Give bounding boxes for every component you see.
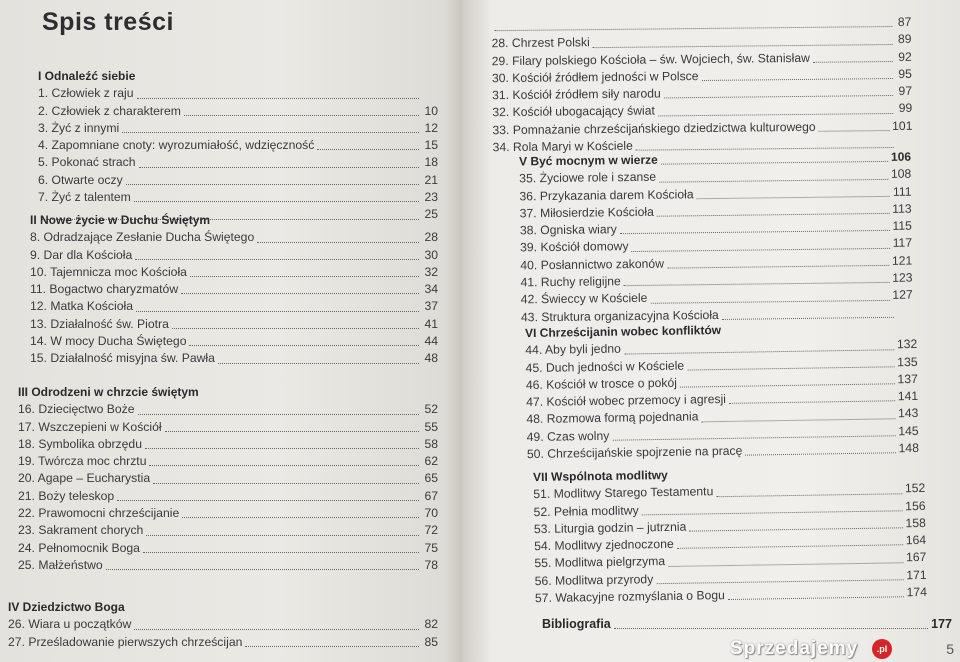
dot-leader [184,115,419,116]
dot-leader [668,562,903,567]
toc-entry-title: 20. Agape – Eucharystia [18,471,151,486]
toc-entry-page: 158 [905,515,926,531]
toc-entry-page: 152 [904,481,926,496]
dot-leader [126,184,419,185]
dot-leader [218,363,419,364]
toc-entry-title: 30. Kościół źródłem jedności w Polsce [491,68,699,86]
dot-leader [137,98,419,99]
toc-entry-page: 87 [897,14,912,29]
toc-entry [38,137,438,154]
section-header [30,212,438,229]
toc-entry-page: 65 [424,471,438,486]
toc-entry-title: 15. Działalność misyjna św. Pawła [30,351,215,366]
toc-entry-page: 30 [424,247,438,262]
dot-leader [702,418,896,422]
dot-leader [729,401,895,405]
dot-leader [620,230,890,234]
toc-entry-page: 108 [890,166,912,182]
toc-entry-page: 132 [896,337,918,352]
bibliography-label: Bibliografia [542,617,611,631]
toc-entry-title: 56. Modlitwa przyrody [534,571,654,588]
dot-leader [181,293,419,294]
toc-entry-title: 16. Dziecięctwo Boże [18,402,135,417]
toc-section [491,14,912,157]
toc-entry-title: 4. Zapomniane cnoty: wyrozumiałość, wdzięczność [38,138,315,153]
dot-leader [189,345,419,346]
page-title: Spis treści [42,8,174,36]
toc-entry-title: 3. Żyć z innymi [38,120,120,135]
toc-entry-page: 52 [424,402,438,417]
dot-leader [614,628,928,629]
watermark-badge: .pl [872,639,892,659]
dot-leader [658,113,893,116]
toc-entry-title: 35. Życiowe role i szanse [519,170,657,186]
dot-leader [728,597,904,601]
toc-entry-page: 174 [906,584,928,600]
toc-entry-page: 55 [424,419,438,434]
toc-entry [30,281,438,298]
dot-leader [632,248,890,252]
dot-leader [657,213,889,217]
toc-entry-page: 137 [897,371,918,387]
toc-entry-page: 111 [892,184,912,199]
dot-leader [702,78,893,81]
toc-entry [18,557,438,574]
toc-entry-page: 115 [892,218,912,234]
toc-entry-title: 47. Kościół wobec przemocy i agresji [526,392,727,410]
toc-entry-page: 121 [891,253,913,268]
toc-entry-page: 37 [424,299,438,314]
toc-entry-page: 167 [905,550,927,565]
dot-leader [697,196,890,199]
toc-entry-page: 95 [898,66,912,81]
dot-leader [813,61,893,63]
toc-entry [38,189,438,206]
section-title: IV Dziedzictwo Boga [8,600,125,614]
section-title: VI Chrześcijanin wobec konfliktów [524,323,722,341]
toc-entry-title: 29. Filary polskiego Kościoła – św. Wojciech, św. Stanisław [491,50,810,68]
toc-entry-page: 78 [424,557,438,572]
toc-entry [18,453,438,470]
watermark: Sprzedajemy [730,638,859,659]
toc-entry-title: 27. Prześladowanie pierwszych chrześcijan [8,634,243,649]
toc-entry-title: 19. Twórcza moc chrztu [18,454,147,469]
toc-entry [18,540,438,557]
toc-entry [18,470,438,487]
toc-entry-title: 34. Rola Maryi w Kościele [492,138,633,155]
dot-leader [122,132,419,133]
dot-leader [257,242,419,243]
toc-entry-title: 54. Modlitwy zjednoczone [534,537,674,554]
toc-entry [38,85,438,102]
dot-leader [664,95,893,98]
toc-entry [30,247,438,264]
dot-leader [624,349,894,354]
toc-entry [30,229,438,246]
toc-entry-page: 127 [892,287,913,303]
dot-leader [136,311,419,312]
toc-entry-title: 41. Ruchy religijne [520,274,621,290]
toc-entry-title: 33. Pomnażanie chrześcijańskiego dziedzictwa kulturowego [492,119,816,137]
toc-entry-title: 7. Żyć z talentem [38,190,131,205]
dot-leader [593,44,893,48]
section-header [8,599,438,616]
toc-entry-title: 13. Działalność św. Piotra [30,316,169,331]
toc-entry-page: 70 [424,506,438,521]
toc-entry-title: 25. Małżeństwo [18,557,103,572]
toc-entry-page: 62 [424,454,438,469]
toc-entry-title: 53. Liturgia godzin – jutrznia [533,519,687,536]
toc-entry-title: 44. Aby byli jedno [525,341,621,358]
dot-leader [149,465,419,466]
dot-leader [145,448,419,449]
toc-entry-title: 1. Człowiek z raju [38,86,134,101]
toc-entry-title: 2. Człowiek z charakterem [38,103,181,118]
toc-entry [38,103,438,120]
toc-section [18,384,438,574]
toc-entry-page: 75 [424,540,438,555]
toc-entry-page: 21 [424,172,438,187]
dot-leader [139,167,419,168]
dot-leader [317,149,419,150]
toc-entry-title: 18. Symbolika obrzędu [18,436,142,451]
toc-entry [18,436,438,453]
toc-entry-page: 113 [892,201,912,216]
dot-leader [172,328,419,329]
toc-entry-page: 48 [424,351,438,366]
dot-leader [659,178,888,182]
section-header [38,68,438,85]
toc-entry-title: 22. Prawomocni chrześcijanie [18,506,180,521]
toc-entry [8,634,438,651]
toc-entry-page: 148 [898,440,920,456]
dot-leader [153,483,419,484]
toc-entry-title: 51. Modlitwy Starego Testamentu [533,484,714,502]
toc-entry-page: 92 [898,49,912,64]
left-page [0,0,462,662]
toc-entry-page: 72 [424,523,438,538]
toc-entry-title: 8. Odradzające Zesłanie Ducha Świętego [30,230,255,245]
toc-entry-title: 40. Posłannictwo zakonów [520,256,665,273]
toc-entry-page: 34 [424,282,438,297]
dot-leader [165,431,419,432]
dot-leader [819,130,890,132]
toc-entry [18,488,438,505]
toc-entry-title: 21. Boży teleskop [18,488,115,503]
toc-entry [18,419,438,436]
dot-leader [134,629,419,630]
dot-leader [245,646,419,647]
toc-entry-page: 82 [424,617,438,632]
toc-entry [18,505,438,522]
toc-section [525,319,919,464]
toc-entry-title: 39. Kościół domowy [520,239,629,255]
toc-entry-title: 23. Sakrament chorych [18,523,144,538]
toc-entry [8,616,438,633]
section-title: VII Wspólnota modlitwy [532,467,668,485]
toc-entry-title: 26. Wiara u początków [8,617,132,632]
toc-entry-page: 156 [905,498,926,513]
dot-leader [624,282,889,286]
toc-entry-title: 38. Ogniska wiary [519,222,617,238]
dot-leader [190,276,419,277]
toc-entry-page: 123 [892,270,913,285]
dot-leader [106,569,419,570]
toc-entry-page: 32 [424,264,438,279]
dot-leader [146,535,419,536]
bibliography-entry [542,616,952,633]
toc-entry-title: 6. Otwarte oczy [38,172,123,187]
toc-entry-title: 11. Bogactwo charyzmatów [30,282,179,297]
toc-entry-title: 48. Rozmowa formą pojednania [526,409,699,427]
toc-entry [38,120,438,137]
section-page: 106 [890,149,912,164]
section-title: V Być mocnym w wierze [518,152,658,169]
toc-entry-page: 44 [424,334,438,349]
dot-leader [135,259,419,260]
page-number: 5 [946,641,954,657]
toc-entry-title: 37. Miłosierdzie Kościoła [519,204,654,221]
toc-section [38,68,438,224]
section-header [18,384,438,401]
toc-entry-title: 17. Wszczepieni w Kościół [18,419,162,434]
toc-entry [30,298,438,315]
dot-leader [667,265,889,269]
toc-entry-page: 135 [897,354,918,369]
toc-entry-title: 28. Chrzest Polski [491,35,590,51]
toc-entry-page: 117 [892,236,913,251]
toc-entry-title: 10. Tajemnicza moc Kościoła [30,264,187,279]
dot-leader [642,510,903,515]
toc-entry [38,154,438,171]
toc-entry-title: 52. Pełnia modlitwy [533,503,639,519]
dot-leader [716,493,902,497]
section-title: I Odnaleźć siebie [38,69,136,83]
dot-leader [661,161,888,165]
dot-leader [656,579,903,584]
toc-entry-page: 41 [424,316,438,331]
toc-section [533,463,927,608]
bibliography-page: 177 [931,617,952,631]
toc-section [8,599,438,651]
toc-entry [18,401,438,418]
toc-entry-title: 31. Kościół źródłem siły narodu [492,86,661,103]
toc-entry-page: 67 [424,488,438,503]
section-title: II Nowe życie w Duchu Świętym [30,213,211,227]
toc-entry-page: 85 [424,634,438,649]
toc-entry-page: 10 [424,103,438,118]
toc-entry-title: 46. Kościół w trosce o pokój [525,375,678,392]
dot-leader [745,453,895,456]
dot-leader [650,300,889,304]
toc-entry-page: 89 [897,32,912,47]
toc-section [30,212,438,368]
toc-entry [30,264,438,281]
toc-entry-title: 45. Duch jedności w Kościele [525,358,685,375]
dot-leader [134,201,419,202]
toc-entry-page: 141 [897,389,919,404]
toc-entry-page: 101 [892,118,913,133]
toc-entry-title: 50. Chrześcijańskie spojrzenie na pracę [526,443,743,462]
toc-entry-page: 145 [898,423,919,439]
toc-entry-page: 143 [897,406,919,421]
toc-entry [30,333,438,350]
toc-entry-page: 15 [424,138,438,153]
toc-entry-title: 32. Kościół ubogacający świat [492,103,655,120]
toc-entry-page: 18 [424,155,438,170]
toc-entry-page: 99 [898,101,913,116]
toc-entry-title: 9. Dar dla Kościoła [30,247,133,262]
toc-entry-title: 49. Czas wolny [526,428,610,444]
toc-entry-title: 42. Świeccy w Kościele [520,291,648,307]
toc-entry-page: 12 [424,120,438,135]
dot-leader [143,552,419,553]
toc-entry-title: 43. Struktura organizacyjna Kościoła [520,307,719,325]
dot-leader [687,366,894,370]
toc-entry-title: 24. Pełnomocnik Boga [18,540,140,555]
toc-entry-page: 28 [424,230,438,245]
right-page [462,0,960,662]
toc-entry [18,522,438,539]
toc-entry [30,350,438,367]
dot-leader [494,26,892,31]
toc-entry-page: 171 [906,567,927,583]
dot-leader [677,545,903,550]
dot-leader [689,527,902,531]
toc-entry-page: 25 [424,207,438,222]
toc-entry-title: 36. Przykazania darem Kościoła [519,186,694,203]
dot-leader [117,500,419,501]
toc-entry-page: 97 [898,83,913,99]
toc-entry-title: 14. W mocy Ducha Świętego [30,334,187,349]
dot-leader [680,383,895,387]
toc-entry-title: 55. Modlitwa pielgrzyma [534,554,666,571]
toc-entry-page: 58 [424,436,438,451]
toc-entry-title: 12. Matka Kościoła [30,299,133,314]
toc-section [519,149,913,327]
dot-leader [182,517,419,518]
toc-entry-page: 23 [424,190,438,205]
toc-entry-title: 57. Wakacyjne rozmyślania o Bogu [534,588,725,606]
dot-leader [138,414,419,415]
toc-entry [30,316,438,333]
section-title: III Odrodzeni w chrzcie świętym [18,385,199,399]
toc-entry [38,172,438,189]
dot-leader [612,435,895,440]
toc-entry-title: 5. Pokonać strach [38,155,136,170]
toc-entry-page: 164 [905,533,927,548]
